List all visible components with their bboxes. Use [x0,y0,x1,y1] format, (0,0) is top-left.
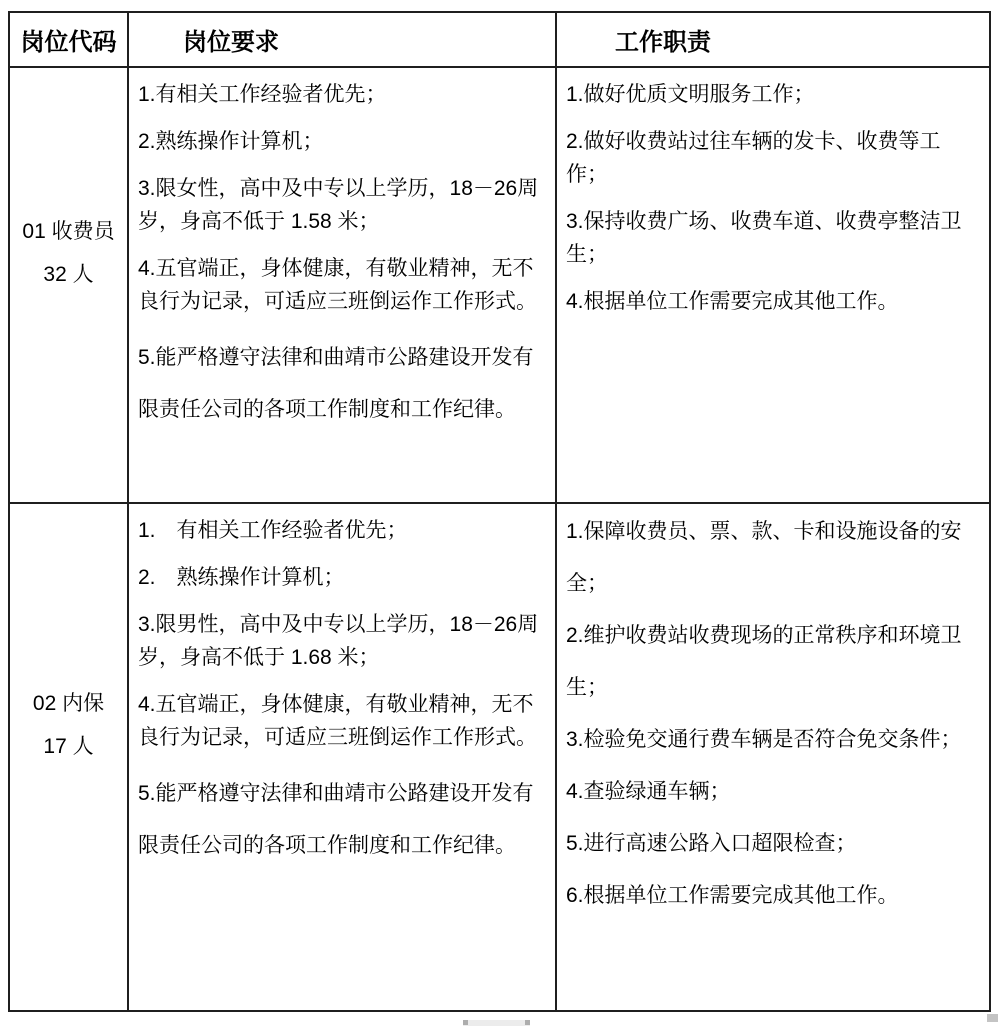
cell-duties-02 [556,503,990,1011]
requirement-item: 5.能严格遵守法律和曲靖市公路建设开发有限责任公司的各项工作制度和工作纪律。 [138,782,534,857]
requirement-item: 1.有相关工作经验者优先； [138,83,387,106]
scrollbar-tick-icon [463,1020,468,1025]
duty-item: 3.检验免交通行费车辆是否符合免交条件； [566,728,962,751]
cell-duties-01 [556,67,990,503]
scrollbar-tick-icon [525,1020,530,1025]
scrollbar-fragment[interactable] [463,1020,530,1026]
duty-item: 5.进行高速公路入口超限检查； [566,832,857,855]
header-position-requirements: 岗位要求 [128,12,556,67]
requirement-item: 4.五官端正，身体健康，有敬业精神，无不良行为记录，可适应三班倒运作工作形式。 [138,693,537,749]
cell-code-02 [9,503,128,1011]
requirement-item: 1. 有相关工作经验者优先； [138,519,408,542]
job-positions-table [8,11,991,1012]
cell-code-01 [9,67,128,503]
requirement-item: 3.限女性，高中及中专以上学历，18－26周岁，身高不低于 1.58 米； [138,177,539,233]
header-position-code: 岗位代码 [9,12,128,67]
duty-item: 3.保持收费广场、收费车道、收费亭整洁卫生； [566,210,962,266]
duty-item: 1.保障收费员、票、款、卡和设施设备的安全； [566,520,962,595]
resize-handle-icon [987,1014,998,1022]
requirement-item: 2.熟练操作计算机； [138,130,324,153]
duty-item: 1.做好优质文明服务工作； [566,83,815,106]
position-code-text: 01 收费员 [22,219,115,243]
position-code-text: 02 内保 [32,691,105,715]
duty-item: 4.查验绿通车辆； [566,780,731,803]
duty-item: 2.做好收费站过往车辆的发卡、收费等工作； [566,130,941,186]
requirement-item: 5.能严格遵守法律和曲靖市公路建设开发有限责任公司的各项工作制度和工作纪律。 [138,346,534,421]
duty-item: 2.维护收费站收费现场的正常秩序和环境卫生； [566,624,962,699]
table-header-row [9,12,990,67]
position-headcount-text: 32 人 [43,262,94,286]
header-job-duties: 工作职责 [556,12,990,67]
table-row-position-01 [9,67,990,503]
position-headcount-text: 17 人 [43,734,94,758]
cell-requirements-01 [128,67,556,503]
table-row-position-02 [9,503,990,1011]
requirement-item: 3.限男性，高中及中专以上学历，18－26周岁，身高不低于 1.68 米； [138,613,539,669]
requirement-item: 2. 熟练操作计算机； [138,566,345,589]
duty-item: 6.根据单位工作需要完成其他工作。 [566,884,899,907]
duty-item: 4.根据单位工作需要完成其他工作。 [566,290,899,313]
requirement-item: 4.五官端正，身体健康，有敬业精神，无不良行为记录，可适应三班倒运作工作形式。 [138,257,537,313]
cell-requirements-02 [128,503,556,1011]
